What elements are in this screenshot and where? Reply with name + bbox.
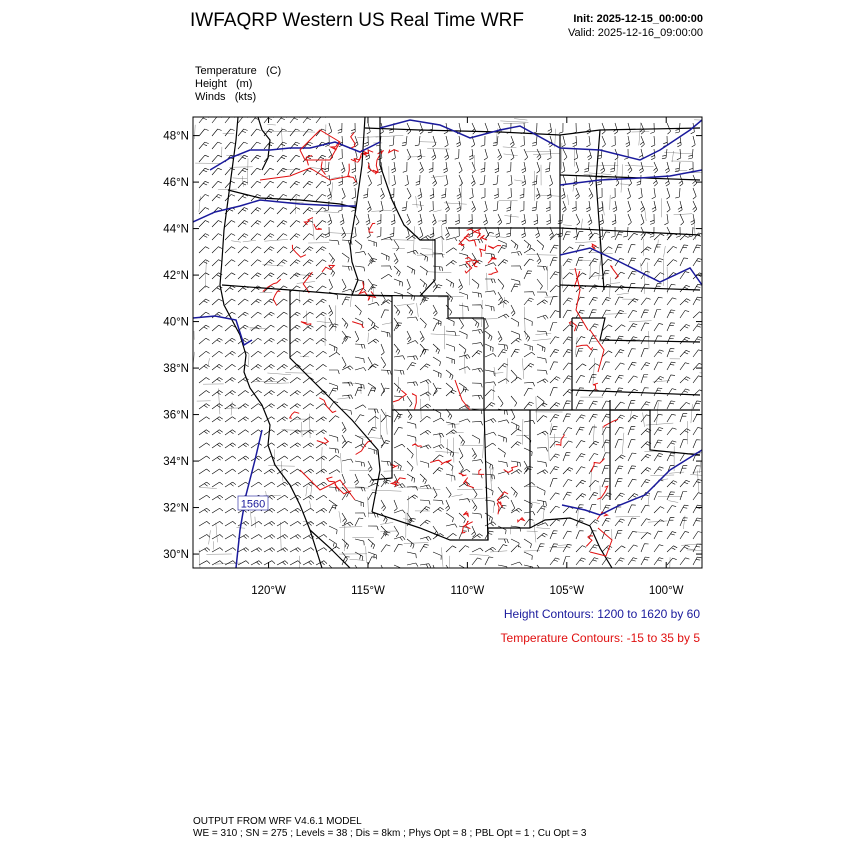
dakotas-border — [560, 175, 700, 235]
height-contours-legend: Height Contours: 1200 to 1620 by 60 — [503, 607, 700, 621]
model-info: OUTPUT FROM WRF V4.6.1 MODEL — [193, 816, 362, 827]
temperature-contour-line — [378, 151, 384, 154]
temperature-contour-line — [391, 478, 405, 485]
model-config: WE = 310 ; SN = 275 ; Levels = 38 ; Dis = 8km ; Phys Opt = 8 ; PBL Opt = 1 ; Cu Opt = 3 — [193, 828, 587, 839]
lon-tick-label: 115°W — [351, 585, 385, 597]
map-frame — [193, 117, 702, 568]
temperature-contour-line — [465, 236, 477, 247]
temperature-contour-line — [319, 398, 336, 413]
field-units: (C) — [265, 65, 282, 77]
temperature-contour-line — [300, 470, 355, 500]
lon-tick-label: 105°W — [549, 585, 585, 597]
temperature-contour-line — [556, 435, 565, 446]
temperature-contour-line — [488, 246, 501, 249]
id-mt-border — [380, 117, 435, 296]
montana-line — [365, 128, 700, 135]
lat-tick-label: 44°N — [163, 223, 189, 236]
temperature-contour-line — [463, 511, 468, 516]
temperature-contour-line — [518, 518, 525, 522]
lat-tick-label: 48°N — [163, 130, 189, 143]
lat-tick-label: 30°N — [163, 549, 189, 562]
lat-tick-label: 36°N — [163, 409, 189, 422]
temperature-contour-line — [348, 164, 357, 183]
lat-tick-label: 32°N — [163, 502, 189, 515]
temperature-contour-line — [480, 244, 486, 257]
temperature-contour-line — [317, 438, 329, 444]
temperature-contour-line — [465, 521, 470, 528]
temperature-contour-line — [413, 394, 417, 409]
temperature-contour-line — [292, 245, 306, 257]
field-units: (kts) — [234, 91, 257, 103]
temperature-contour-line — [488, 268, 497, 275]
temperature-contour-line — [597, 486, 607, 499]
temperature-contour-line — [575, 268, 588, 330]
lat-tick-label: 46°N — [163, 177, 189, 190]
temperature-contour-line — [389, 150, 399, 153]
lon-tick-label: 110°W — [450, 585, 485, 597]
temperature-contour-line — [459, 473, 467, 476]
plot-title: IWFAQRP Western US Real Time WRF — [190, 10, 524, 31]
height-contour-line — [560, 248, 702, 285]
temperature-contour-line — [304, 217, 313, 224]
temperature-contour-line — [301, 322, 311, 325]
temperature-contour-line — [488, 257, 496, 263]
height-contour-line — [193, 316, 252, 345]
temperature-contour-line — [352, 322, 364, 328]
temperature-contour-line — [465, 261, 472, 273]
field-name: Height — [195, 78, 227, 90]
wind-barb-field — [199, 116, 703, 576]
temperature-contour-line — [369, 223, 375, 232]
temperature-contour-line — [412, 444, 422, 447]
valid-time: Valid: 2025-12-16_09:00:00 — [568, 27, 703, 39]
lon-tick-label: 120°W — [251, 585, 286, 597]
tx-nm-border — [530, 518, 612, 568]
temperature-contour-line — [356, 441, 372, 455]
temperature-contour-line — [473, 261, 478, 267]
field-units: (m) — [235, 78, 253, 90]
height-contours — [193, 120, 702, 568]
field-name: Winds — [195, 91, 226, 103]
init-time: Init: 2025-12-15_00:00:00 — [573, 13, 703, 25]
temperature-contour-line — [322, 265, 334, 272]
temperature-contours-static — [260, 130, 612, 556]
lat-tick-label: 38°N — [163, 363, 189, 376]
wyoming-border — [448, 228, 560, 318]
idaho-border — [350, 117, 420, 296]
wind-barbs — [199, 116, 703, 576]
temperature-contours-legend: Temperature Contours: -15 to 35 by 5 — [500, 631, 700, 645]
field-name: Temperature — [195, 65, 257, 77]
temperature-contour-line — [273, 291, 280, 306]
temperature-contour-line — [591, 459, 605, 472]
tx-ok-border — [610, 410, 700, 455]
lon-tick-label: 100°W — [648, 585, 684, 597]
temperature-contour-line — [479, 469, 484, 475]
temperature-contour-line — [430, 460, 442, 463]
pacific-coastline — [220, 117, 322, 568]
lat-tick-label: 34°N — [163, 456, 189, 469]
temperature-contour-line — [263, 279, 281, 292]
nv-ut-border — [352, 295, 392, 480]
temperature-contour-line — [604, 419, 619, 427]
temperature-contour-line — [321, 161, 325, 174]
temperature-contour-line — [593, 383, 598, 390]
temperature-contour-line — [350, 133, 356, 149]
lat-tick-label: 40°N — [163, 316, 189, 329]
contour-label: 1560 — [240, 498, 266, 511]
lat-tick-label: 42°N — [163, 270, 189, 283]
